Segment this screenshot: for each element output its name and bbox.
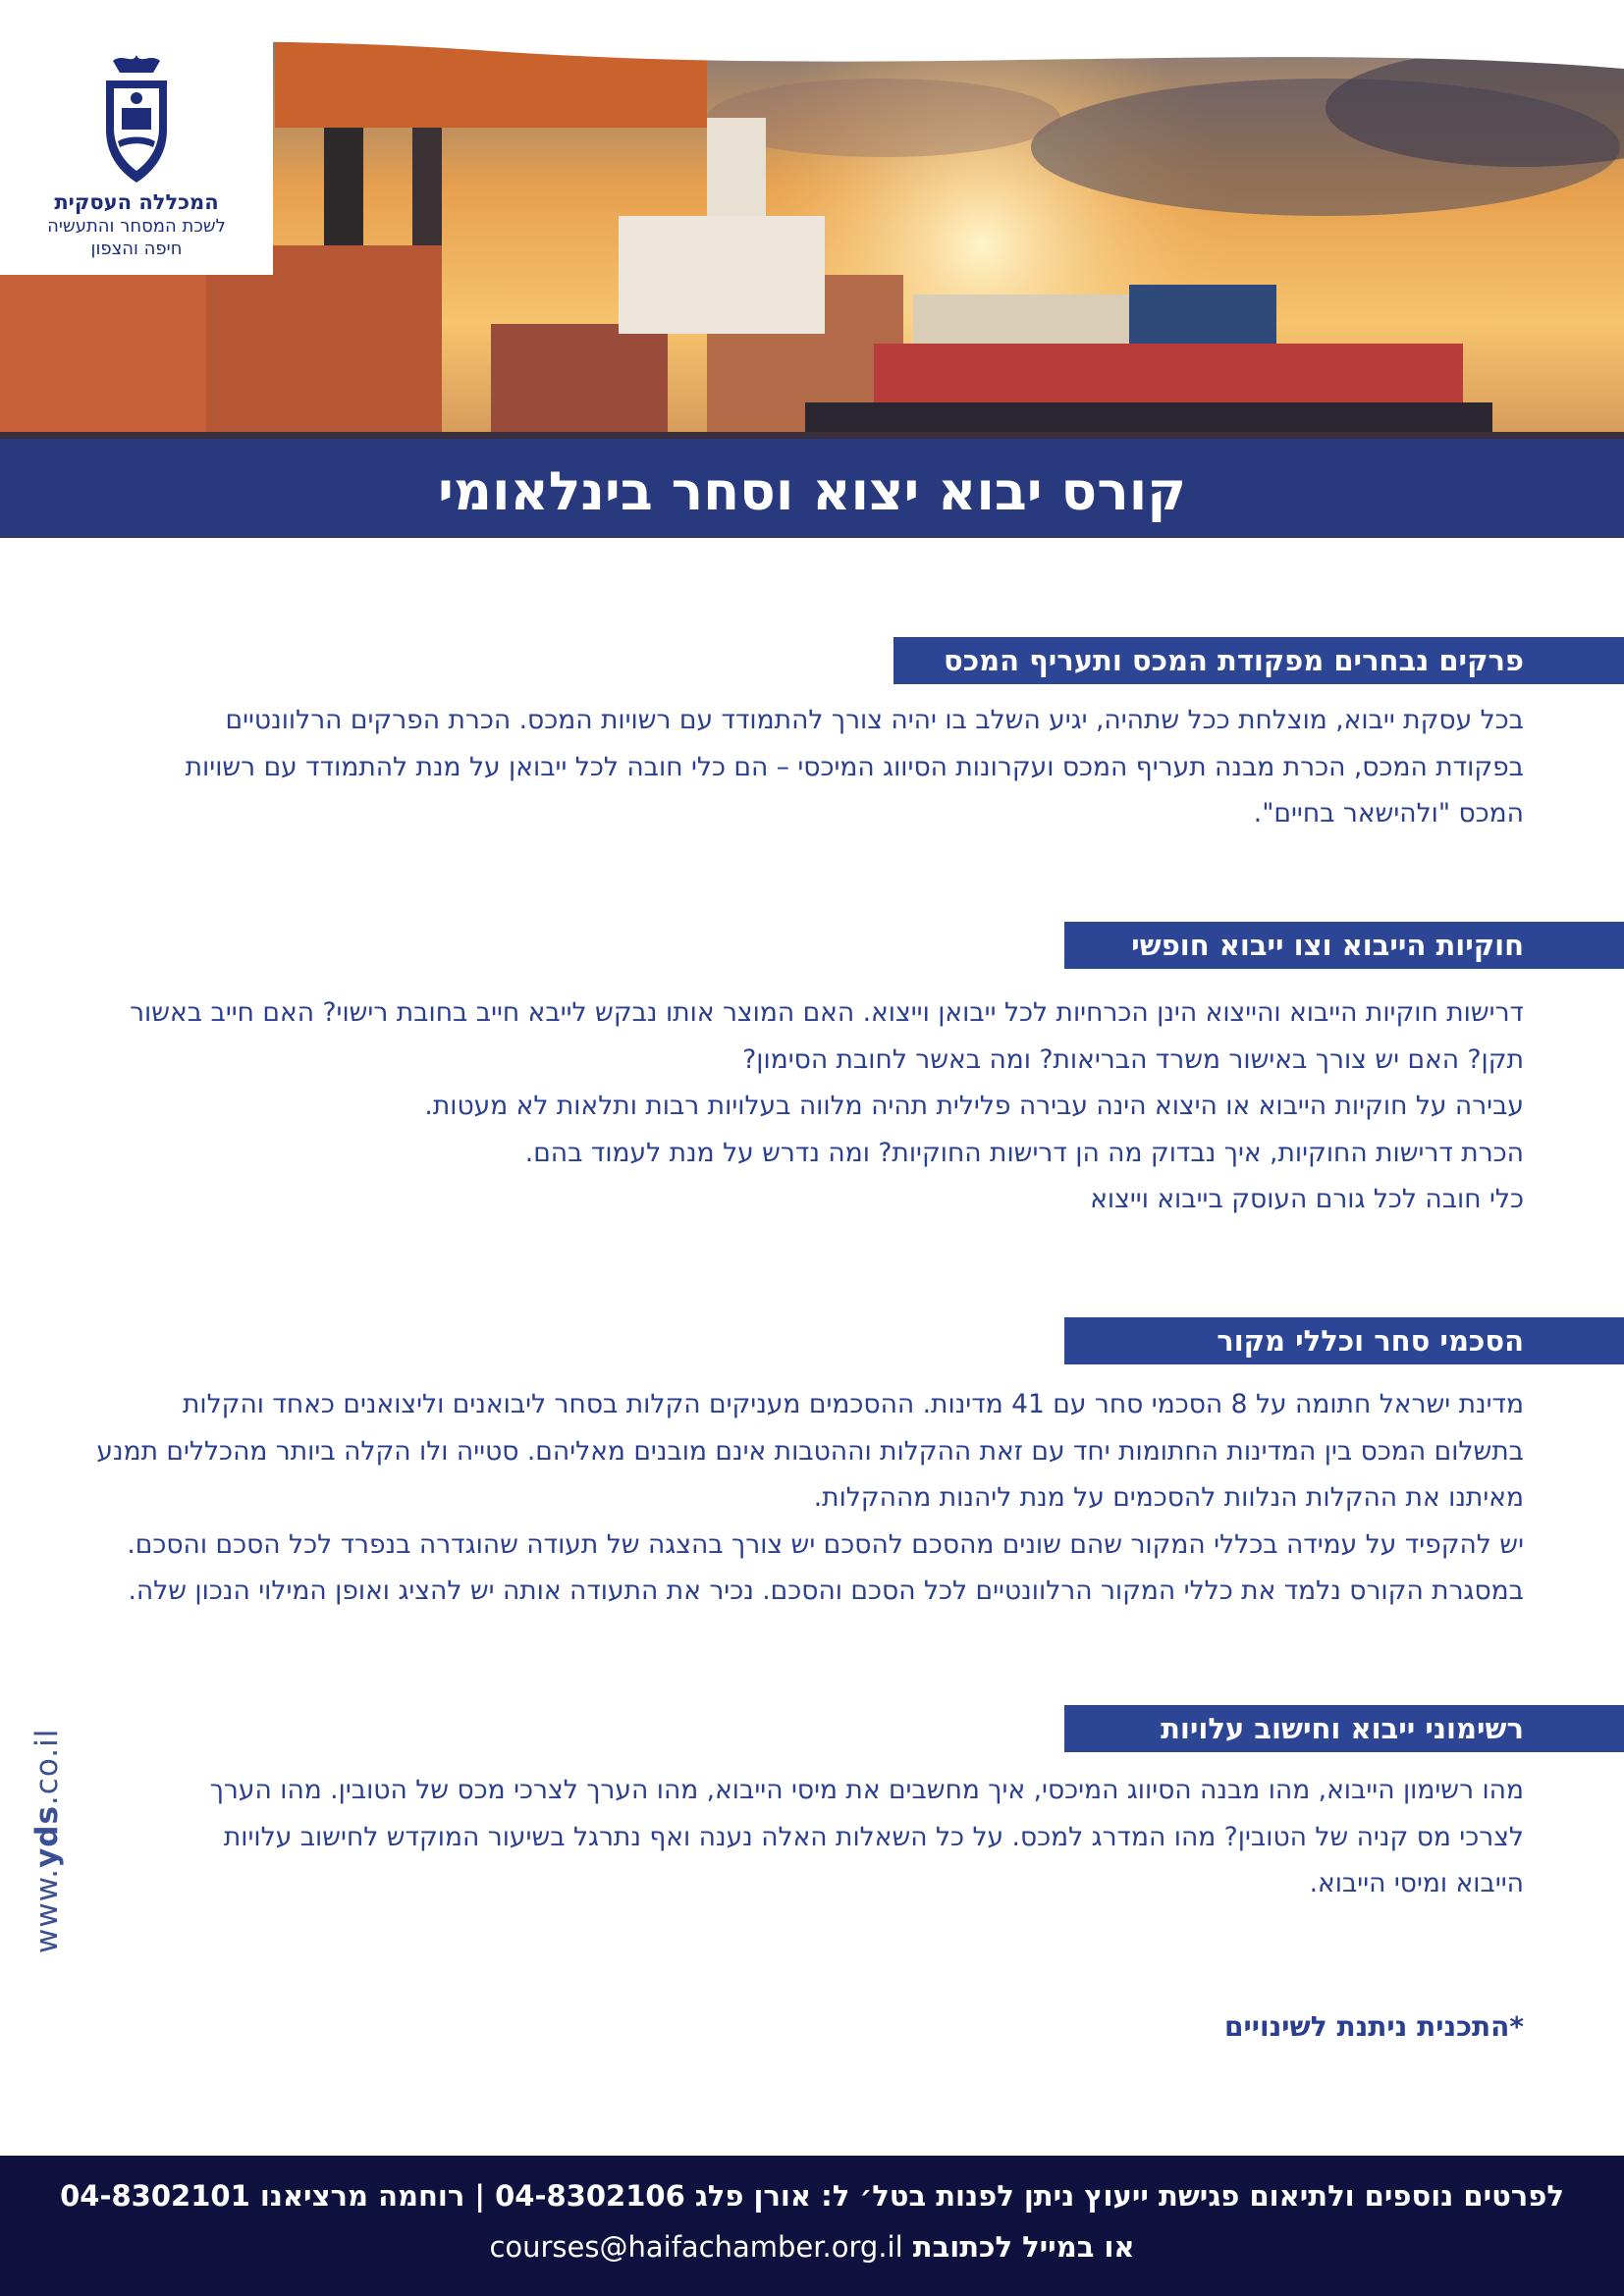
section-body-import-legality — [110, 989, 1524, 1223]
section-body-trade-agreements — [90, 1381, 1524, 1615]
logo-location: חיפה והצפון — [90, 239, 183, 259]
footer-contact-phones: לפרטים נוספים ולתיאום פגישת ייעוץ ניתן לפנות בטל׳ ל: אורן פלג 04-8302106 | רוחמה מרציאנו 04-8302101 — [60, 2179, 1564, 2213]
email-link[interactable]: courses@haifachamber.org.il — [489, 2230, 903, 2264]
logo-title: המכללה העסקית — [54, 190, 219, 214]
paragraph: מהו רשימון הייבוא, מהו מבנה הסיווג המיכסי, איך מחשבים את מיסי הייבוא, מהו הערך לצרכי מכס של הטובין. מהו הערך לצרכי מס קניה של הטובין? מהו המדרג למכס. על כל השאלות האלה נענה ואף נתרגל בשיעור המוקדש לחישוב עלויות הייבוא ומיסי הייבוא. — [209, 1775, 1524, 1898]
paragraph: מדינת ישראל חתומה על 8 הסכמי סחר עם 41 מדינות. ההסכמים מעניקים הקלות בסחר ליבואנים וליצואנים כאחד והקלות בתשלום המכס בין המדינות החתומות יחד עם זאת ההקלות וההטבות אינם מובנים מאליהם. סטייה ולו הקלה ביותר מהכללים תמנע מאיתנו את ההקלות הנלוות להסכמים על מנת ליהנות מההקלות. — [96, 1389, 1524, 1513]
url-suffix: .co.il — [29, 1728, 65, 1806]
paragraph: הכרת דרישות החוקיות, איך נבדוק מה הן דרישות החוקיות? ומה נדרש על מנת לעמוד בהם. — [524, 1137, 1524, 1168]
college-crest-icon — [88, 51, 185, 187]
logo-subtitle: לשכת המסחר והתעשיה — [47, 216, 226, 237]
paragraph: יש להקפיד על עמידה בכללי המקור שהם שונים מהסכם להסכם יש צורך בהצגה של תעודה שהוגדרה בנפרד לכל הסכם והסכם. — [127, 1528, 1524, 1560]
program-change-note: *התכנית ניתנת לשינויים — [1224, 2010, 1524, 2043]
url-prefix: www. — [29, 1867, 65, 1953]
paragraph: במסגרת הקורס נלמד את כללי המקור הרלוונטיים לכל הסכם והסכם. נכיר את התעודה אותה יש להציג ואופן המילוי הנכון שלה. — [128, 1575, 1524, 1606]
section-body-import-costs — [198, 1767, 1524, 1907]
logo-panel — [0, 0, 273, 275]
page-title: קורס יבוא יצוא וסחר בינלאומי — [437, 460, 1187, 522]
paragraph: דרישות חוקיות הייבוא והייצוא הינן הכרחיות לכל ייבואן וייצוא. האם המוצר אותו נבקש לייבא חייב בחובת רישוי? האם חייב באשור תקן? האם יש צורך באישור משרד הבריאות? ומה באשר לחובת הסימון? — [130, 997, 1524, 1075]
section-header-import-legality: חוקיות הייבוא וצו ייבוא חופשי — [1064, 922, 1624, 969]
paragraph: עבירה על חוקיות הייבוא או היצוא הינה עבירה פלילית תהיה מלווה בעלויות רבות ותלאות לא מעטות. — [424, 1091, 1524, 1121]
footer-email-label: או במייל לכתובת — [912, 2230, 1135, 2264]
url-brand: yds — [29, 1805, 65, 1868]
paragraph: בכל עסקת ייבוא, מוצלחת ככל שתהיה, יגיע השלב בו יהיה צורך להתמודד עם רשויות המכס. הכרת הפרקים הרלוונטיים בפקודת המכס, הכרת מבנה תעריף המכס ועקרונות הסיווג המיכסי – הם כלי חובה לכל ייבואן על מנת להתמודד עם רשויות המכס "ולהישאר בחיים". — [185, 705, 1524, 828]
section-body-customs — [139, 697, 1524, 837]
footer — [0, 2156, 1624, 2296]
footer-contact-email — [0, 2230, 1624, 2264]
paragraph: כלי חובה לכל גורם העוסק בייבוא וייצוא — [1090, 1184, 1524, 1214]
section-header-customs: פרקים נבחרים מפקודת המכס ותעריף המכס — [893, 637, 1624, 684]
section-header-import-costs: רשימוני ייבוא וחישוב עלויות — [1064, 1705, 1624, 1752]
website-link[interactable] — [29, 1729, 65, 1953]
hero-banner — [0, 0, 1624, 538]
section-header-trade-agreements: הסכמי סחר וכללי מקור — [1064, 1317, 1624, 1364]
